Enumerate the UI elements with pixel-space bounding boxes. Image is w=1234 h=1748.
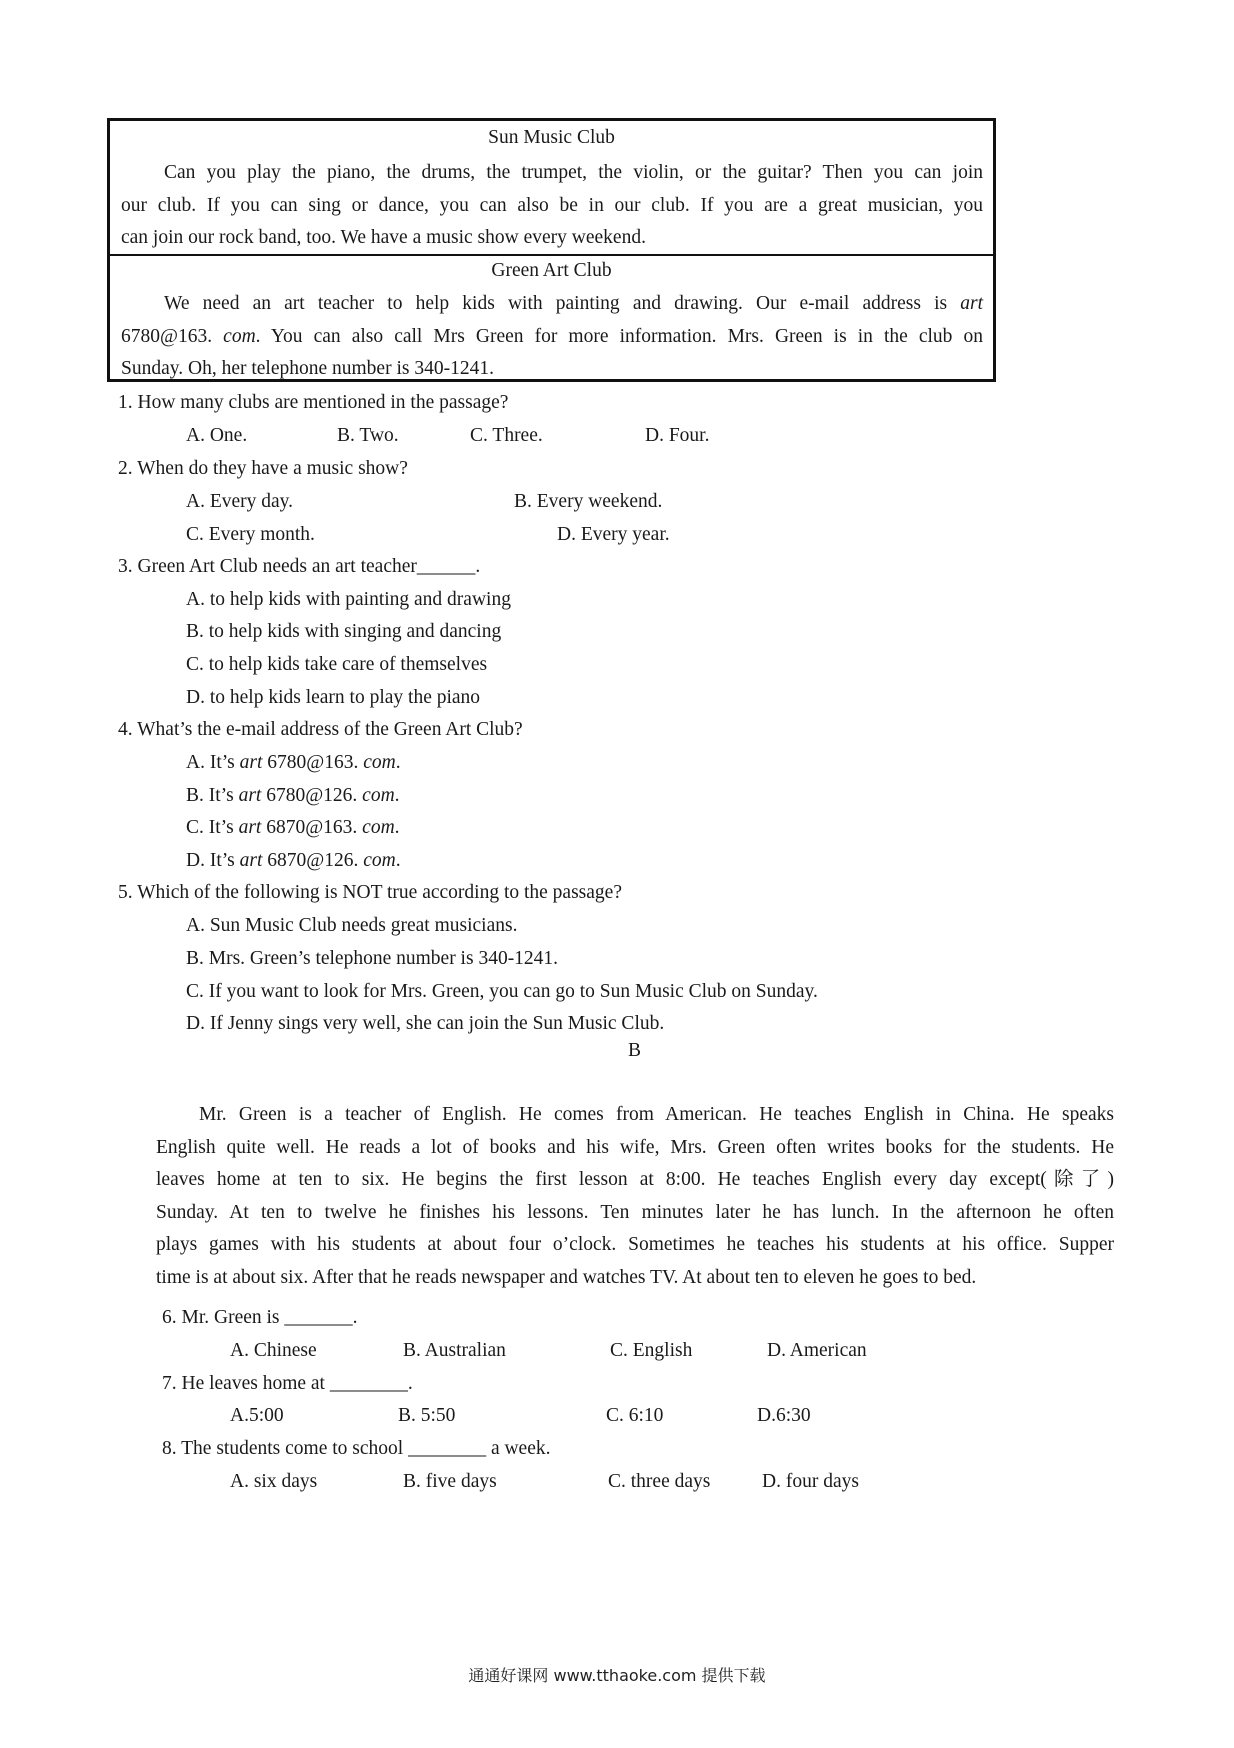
option: B. It’s art 6780@126. com. (186, 785, 400, 806)
option: C. three days (608, 1471, 711, 1492)
option: D. Every year. (557, 524, 670, 545)
option: B. Every weekend. (514, 491, 663, 512)
option: A. Sun Music Club needs great musicians. (186, 915, 518, 936)
option: D. American (767, 1340, 867, 1361)
option: A. Every day. (186, 491, 294, 512)
option: C. 6:10 (606, 1405, 664, 1426)
section-heading: B (628, 1040, 642, 1061)
option: A. to help kids with painting and drawing (186, 589, 511, 610)
text-line: our club. If you can sing or dance, you can also be in our club. If you are a great musician, you (121, 194, 983, 216)
club-description (121, 288, 983, 386)
text-line: Mr. Green is a teacher of English. He comes from American. He teaches English in China. He speaks (199, 1104, 1114, 1125)
club-description (121, 157, 983, 255)
option: A. One. (186, 425, 248, 446)
question-stem: 8. The students come to school ________ a week. (162, 1438, 551, 1459)
option: A. It’s art 6780@163. com. (186, 752, 401, 773)
option: D. If Jenny sings very well, she can join the Sun Music Club. (186, 1013, 665, 1034)
question-stem: 3. Green Art Club needs an art teacher______. (118, 556, 481, 577)
option: C. to help kids take care of themselves (186, 654, 488, 675)
option: B. to help kids with singing and dancing (186, 621, 502, 642)
question-stem: 4. What’s the e-mail address of the Green Art Club? (118, 719, 523, 740)
option: D. to help kids learn to play the piano (186, 687, 481, 708)
option: A. Chinese (230, 1340, 317, 1361)
passage-b (156, 1099, 1114, 1294)
text-line: English quite well. He reads a lot of books and his wife, Mrs. Green often writes books for the students. He (156, 1136, 1114, 1158)
club-title: Sun Music Club (488, 127, 615, 148)
text-line: time is at about six. After that he reads newspaper and watches TV. At about ten to eleven he goes to bed. (156, 1266, 977, 1288)
question-stem: 5. Which of the following is NOT true according to the passage? (118, 882, 622, 903)
page-footer: 通通好课网 www.tthaoke.com 提供下载 (468, 1666, 766, 1685)
text-line: leaves home at ten to six. He begins the first lesson at 8:00. He teaches English every day except(除了) (156, 1169, 1114, 1190)
option: C. Every month. (186, 524, 315, 545)
option: C. It’s art 6870@163. com. (186, 817, 400, 838)
option: B. Mrs. Green’s telephone number is 340-1241. (186, 948, 559, 969)
option: D. Four. (645, 425, 710, 446)
option: C. English (610, 1340, 693, 1361)
option: C. If you want to look for Mrs. Green, you can go to Sun Music Club on Sunday. (186, 981, 818, 1002)
option: A.5:00 (230, 1405, 284, 1426)
option: B. Australian (403, 1340, 506, 1361)
option: D. four days (762, 1471, 859, 1492)
option: B. 5:50 (398, 1405, 456, 1426)
question-stem: 6. Mr. Green is _______. (162, 1307, 358, 1328)
question-stem: 7. He leaves home at ________. (162, 1373, 413, 1394)
sun-music-club-section (110, 121, 993, 254)
passage-a-box (107, 118, 996, 382)
option: A. six days (230, 1471, 318, 1492)
option: B. five days (403, 1471, 497, 1492)
text-line: can join our rock band, too. We have a music show every weekend. (121, 227, 646, 248)
text-line: We need an art teacher to help kids with painting and drawing. Our e-mail address is art (164, 293, 984, 314)
question-stem: 1. How many clubs are mentioned in the passage? (118, 392, 509, 413)
option: D.6:30 (757, 1405, 811, 1426)
option: D. It’s art 6870@126. com. (186, 850, 401, 871)
green-art-club-section (110, 254, 993, 384)
text-line: Sunday. Oh, her telephone number is 340-1241. (121, 358, 494, 379)
option: C. Three. (470, 425, 543, 446)
club-title: Green Art Club (491, 260, 612, 281)
text-line: plays games with his students at about four o’clock. Sometimes he teaches his students at his office. Supper (156, 1234, 1114, 1255)
text-line: 6780@163. com. You can also call Mrs Green for more information. Mrs. Green is in the club on (121, 325, 984, 347)
question-stem: 2. When do they have a music show? (118, 458, 408, 479)
text-line: Sunday. At ten to twelve he finishes his lessons. Ten minutes later he has lunch. In the afternoon he often (156, 1201, 1114, 1223)
text-line: Can you play the piano, the drums, the trumpet, the violin, or the guitar? Then you can join (164, 162, 983, 183)
option: B. Two. (337, 425, 399, 446)
